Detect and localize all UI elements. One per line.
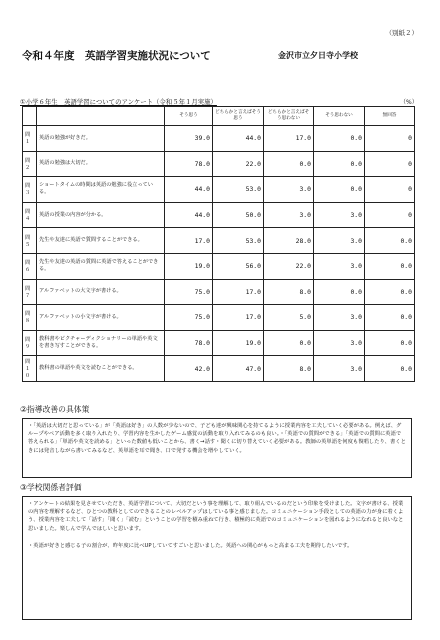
response-percent: 17.0: [213, 305, 264, 331]
response-percent: 0: [365, 151, 415, 177]
school-name: 金沢市立夕日寺小学校: [278, 51, 358, 60]
response-percent: 0.0: [365, 305, 415, 331]
response-percent: 22.0: [264, 253, 314, 279]
attachment-label: （別紙２）: [385, 29, 418, 37]
question-number: 問７: [23, 279, 37, 305]
column-header: そう思わない: [314, 107, 365, 126]
response-percent: 3.0: [264, 177, 314, 203]
evaluation-text-2: ・英語が好きと感じる子の割合が、昨年度に比べUPしていてすごいと思いました。英語への関心がもっと高まる工夫を期待したいです。: [28, 542, 353, 549]
response-percent: 3.0: [314, 228, 365, 254]
question-text: アルファベットの小文字が書ける。: [37, 305, 165, 331]
response-percent: 56.0: [213, 253, 264, 279]
question-text: 英語の勉強が好きだ。: [37, 126, 165, 152]
response-percent: 0.0: [264, 330, 314, 356]
response-percent: 0.0: [365, 279, 415, 305]
question-number: 問３: [23, 177, 37, 203]
page-title: 令和４年度 英語学習実施状況について: [22, 50, 211, 62]
response-percent: 3.0: [264, 202, 314, 228]
response-percent: 78.0: [165, 151, 213, 177]
response-percent: 17.0: [264, 126, 314, 152]
unit-label: （%）: [400, 99, 418, 106]
response-percent: 19.0: [213, 330, 264, 356]
table-row: [23, 228, 415, 254]
response-percent: 39.0: [165, 126, 213, 152]
response-percent: 3.0: [314, 253, 365, 279]
question-number: 問１０: [23, 356, 37, 382]
response-percent: 17.0: [165, 228, 213, 254]
response-percent: 53.0: [213, 228, 264, 254]
column-header: 無回答: [365, 107, 415, 126]
table-row: [23, 279, 415, 305]
response-percent: 0: [365, 126, 415, 152]
table-row: [23, 330, 415, 356]
response-percent: 78.0: [165, 330, 213, 356]
question-number: 問４: [23, 202, 37, 228]
column-header: どちらかと言えばそう思わない: [264, 107, 314, 126]
section1-title: ①小学６年生 英語学習についてのアンケート（令和５年１月実施）: [20, 98, 217, 106]
response-percent: 0.0: [314, 126, 365, 152]
question-text: 教科書やピクチャーディクショナリーの単語や英文を書き写すことができる。: [37, 330, 165, 356]
section2-title: ②指導改善の具体策: [20, 405, 90, 414]
question-text: アルファベットの大文字が書ける。: [37, 279, 165, 305]
response-percent: 44.0: [213, 126, 264, 152]
response-percent: 22.0: [213, 151, 264, 177]
question-text: 教科書の単語や英文を読むことができる。: [37, 356, 165, 382]
improvement-text: ・「英語は大切だと思っている」が「英語は好き」の人数が少ないので、子ども達が興味関心を持てるように授業内容を工夫していく必要がある。例えば、グループやペア活動を多く取り入れたり、学習内容を生かしたゲーム感覚の活動を取り入れてみるのも良い。・「英語での質問ができる」「英語での質問に英語で答えられる」「単語や英文を読める」といった数値も低いことから、書く→話す・聞くに切り替えていく必要がある。教師の英単語を何度も復唱したり、書くときには発音しながら書いてみるなど、英単語を耳で聞き、口で発する機会を増やしていく。: [28, 423, 406, 454]
question-number: 問８: [23, 305, 37, 331]
survey-table: [22, 106, 415, 382]
response-percent: 17.0: [213, 279, 264, 305]
response-percent: 8.0: [264, 279, 314, 305]
response-percent: 0.0: [314, 279, 365, 305]
response-percent: 42.0: [165, 356, 213, 382]
response-percent: 0: [365, 177, 415, 203]
question-text: 英語の勉強は大切だ。: [37, 151, 165, 177]
question-number: 問１: [23, 126, 37, 152]
header-empty: [37, 107, 165, 126]
response-percent: 75.0: [165, 279, 213, 305]
table-row: [23, 356, 415, 382]
table-row: [23, 202, 415, 228]
response-percent: 0.0: [365, 228, 415, 254]
table-row: [23, 126, 415, 152]
response-percent: 5.0: [264, 305, 314, 331]
section3-title: ③学校関係者評価: [20, 483, 82, 492]
response-percent: 3.0: [314, 356, 365, 382]
response-percent: 0.0: [365, 356, 415, 382]
column-header: どちらかと言えばそう思う: [213, 107, 264, 126]
header-empty: [23, 107, 37, 126]
question-number: 問６: [23, 253, 37, 279]
response-percent: 3.0: [314, 330, 365, 356]
response-percent: 0: [365, 202, 415, 228]
response-percent: 19.0: [165, 253, 213, 279]
response-percent: 0.0: [314, 177, 365, 203]
response-percent: 50.0: [213, 202, 264, 228]
evaluation-box: [22, 496, 412, 620]
response-percent: 53.0: [213, 177, 264, 203]
response-percent: 0.0: [365, 330, 415, 356]
response-percent: 8.0: [264, 356, 314, 382]
response-percent: 0.0: [314, 151, 365, 177]
response-percent: 3.0: [314, 202, 365, 228]
question-number: 問２: [23, 151, 37, 177]
question-number: 問９: [23, 330, 37, 356]
table-header-row: [23, 107, 415, 126]
question-number: 問５: [23, 228, 37, 254]
response-percent: 75.0: [165, 305, 213, 331]
question-text: ショートタイムの時間は英語の勉強に役立っている。: [37, 177, 165, 203]
response-percent: 0.0: [365, 253, 415, 279]
question-text: 英語の授業の内容が分かる。: [37, 202, 165, 228]
improvement-box: [22, 418, 412, 478]
table-row: [23, 151, 415, 177]
response-percent: 44.0: [165, 177, 213, 203]
question-text: 先生や友達の英語の質問に英語で答えることができる。: [37, 253, 165, 279]
response-percent: 47.0: [213, 356, 264, 382]
column-header: そう思う: [165, 107, 213, 126]
table-row: [23, 253, 415, 279]
response-percent: 44.0: [165, 202, 213, 228]
response-percent: 3.0: [314, 305, 365, 331]
evaluation-text-1: ・アンケートの結果を見させていただき、英語学習について、大切だという事を理解して、取り組んでいるのだという印象を受けました。文字が書ける、授業の内容を理解するなど、ひとつの教科としてのできることのレベルアップはしている事と感じました。コミュニケーション手段としての英語の力が身に着くよう、授業内容を工夫して「話す」「聞く」「読む」ということの学習を積み重ねて行き、積極的に英語でのコミュニケーションを図れるようになれると良いなと思いました。楽しんで学んではしいと思います。: [28, 501, 404, 532]
table-row: [23, 177, 415, 203]
question-text: 先生や友達に英語で質問することができる。: [37, 228, 165, 254]
table-row: [23, 305, 415, 331]
response-percent: 0.0: [264, 151, 314, 177]
response-percent: 28.0: [264, 228, 314, 254]
